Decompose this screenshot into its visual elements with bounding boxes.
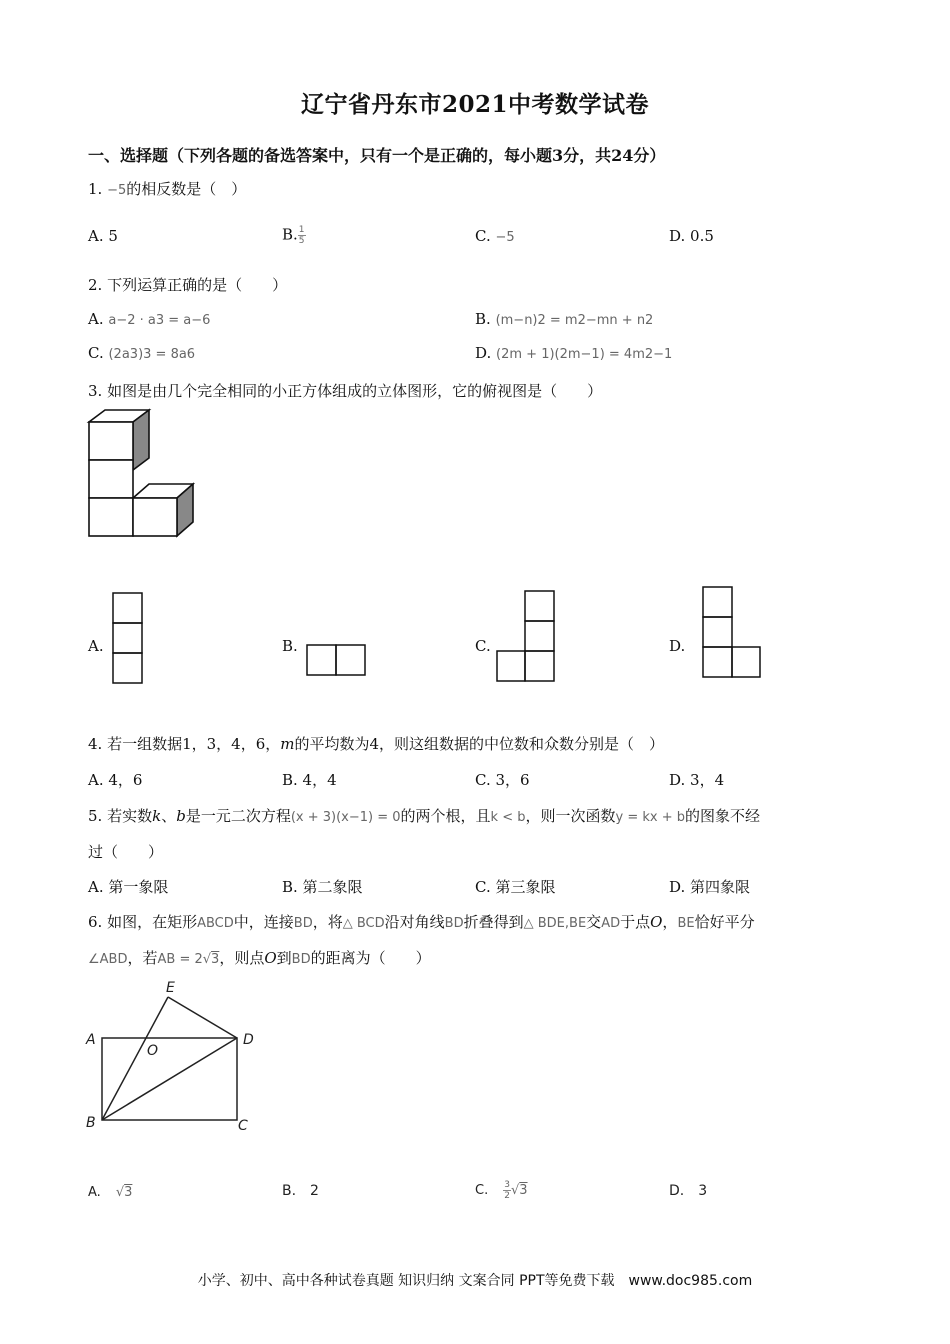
point-a-label: A [86, 1032, 96, 1048]
q4-option-c: C. 3，6 [475, 771, 530, 789]
q5-option-a: A. 第一象限 [88, 878, 169, 896]
q5-option-c: C. 第三象限 [475, 878, 556, 896]
q2-option-b: B. (m−n)2 = m2−mn + n2 [475, 310, 654, 328]
question-5-continued: 过（ ） [88, 843, 164, 861]
q3-option-d: D. [669, 637, 686, 655]
question-5: 5. 若实数k、b是一元二次方程(x + 3)(x−1) = 0的两个根，且k < b，则一次函数y = kx + b的图象不经 [88, 807, 760, 825]
q4-option-d: D. 3，4 [669, 771, 725, 789]
q2-option-c: C. (2a3)3 = 8a6 [88, 344, 196, 362]
q6-rectangle-figure [84, 975, 264, 1137]
q2-a-formula: a−2 · a3 = a−6 [108, 313, 211, 328]
q3-option-c: C. [475, 637, 491, 655]
point-b-label: B [86, 1115, 96, 1131]
point-e-label: E [166, 980, 175, 996]
question-2: 2. 下列运算正确的是（ ） [88, 276, 288, 294]
q3-option-a-figure [111, 591, 145, 686]
question-6: 6. 如图，在矩形ABCD中，连接BD，将△ BCD沿对角线BD折叠得到△ BDE,BE交AD于点O，BE恰好平分 [88, 913, 755, 931]
q2-b-formula: (m−n)2 = m2−mn + n2 [495, 313, 654, 328]
q3-option-b: B. [282, 637, 298, 655]
point-d-label: D [243, 1032, 254, 1048]
q2-d-formula: (2m + 1)(2m−1) = 4m2−1 [496, 347, 673, 362]
q3-option-c-figure [495, 589, 557, 684]
q4-option-a: A. 4，6 [88, 771, 143, 789]
section-heading: 一、选择题（下列各题的备选答案中，只有一个是正确的，每小题3分，共24分） [88, 146, 666, 165]
q1-option-b: B. $\frac{1}{5}$ [282, 225, 305, 246]
q6-option-a: A. √3 [88, 1185, 133, 1200]
q3-option-a: A. [88, 637, 104, 655]
question-6-continued: ∠ABD，若AB = 2√3，则点O到BD的距离为（ ） [88, 949, 431, 967]
point-c-label: C [238, 1118, 248, 1134]
diagonal-bd [102, 1038, 237, 1120]
segment-ed [168, 997, 237, 1038]
q3-option-d-figure [701, 585, 763, 680]
q6-option-c: C. $\frac{3}{2}$ √3 [475, 1179, 528, 1201]
point-o-label: O [147, 1043, 159, 1059]
q3-option-b-figure [305, 643, 369, 678]
q2-option-d: D. (2m + 1)(2m−1) = 4m2−1 [475, 344, 673, 362]
q6-option-d: D. 3 [669, 1183, 708, 1199]
q2-c-formula: (2a3)3 = 8a6 [108, 347, 196, 362]
question-3: 3. 如图是由几个完全相同的小正方体组成的立体图形，它的俯视图是（ ） [88, 382, 603, 400]
q4-option-b: B. 4，4 [282, 771, 337, 789]
question-1: 1. −5的相反数是（ ） [88, 180, 247, 198]
question-4: 4. 若一组数据1，3，4，6，m的平均数为4，则这组数据的中位数和众数分别是（ ） [88, 735, 665, 753]
segment-be [102, 997, 168, 1120]
q5-option-b: B. 第二象限 [282, 878, 363, 896]
q5-option-d: D. 第四象限 [669, 878, 751, 896]
q3-solid-figure [86, 408, 201, 538]
q1-option-c: C. −5 [475, 227, 515, 245]
q2-option-a: A. a−2 · a3 = a−6 [88, 310, 211, 328]
q1-option-d: D. 0.5 [669, 227, 714, 245]
page-title: 辽宁省丹东市2021中考数学试卷 [300, 91, 649, 118]
q6-option-b: B. 2 [282, 1183, 319, 1199]
footer-watermark: 小学、初中、高中各种试卷真题 知识归纳 文案合同 PPT等免费下载 www.doc985.com [197, 1273, 753, 1289]
q1-option-a: A. 5 [88, 227, 118, 245]
